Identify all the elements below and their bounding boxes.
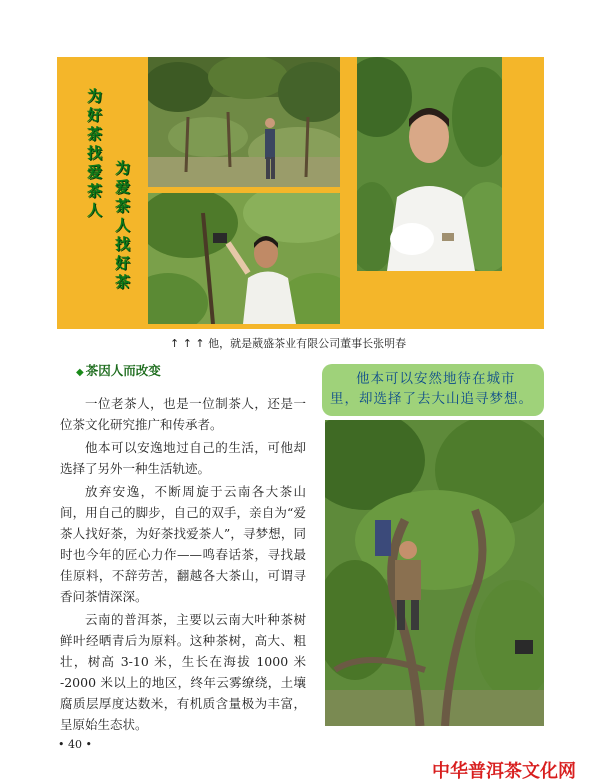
photo-climbing-tea-tree [325,420,544,726]
section-heading [76,361,161,379]
section-heading-text: 茶因人而改变 [85,363,161,378]
callout-line-2: 里，却选择了去大山追寻梦想。 [330,391,533,407]
paragraph: 他本可以安逸地过自己的生活，可他却选择了另外一种生活轨迹。 [60,440,306,476]
slogan-right: 为爱茶人找好茶 [113,160,131,293]
paragraph: 放弃安逸，不断周旋于云南各大茶山间，用自己的脚步，自己的双手，亲自为“爱茶人找好茶，为好茶找爱茶人”，寻梦想，同时也今年的匠心力作——鸣春话茶，寻找最佳原料，不辞劳苦，翻越各大茶山，可谓寻香问茶情深深。 [60,484,306,604]
page-number: • 40 • [58,738,92,751]
quote-callout [322,364,544,416]
article-body [60,393,306,737]
photo-caption: ↑ ↑ ↑ 他，就是葳盛茶业有限公司董事长张明春 [170,337,407,350]
photo-portrait-white-shirt [357,57,502,271]
photo-pruning-tea-tree [148,193,340,324]
diamond-bullet-icon: ◆ [76,367,84,378]
callout-line-1: 他本可以安然地待在城市 [356,371,516,387]
slogan-left: 为好茶找爱茶人 [85,88,103,221]
paragraph: 云南的普洱茶，主要以云南大叶种茶树鲜叶经晒青后为原料。这种茶树，高大、粗壮，树高 3-10 米，生长在海拔 1000 米 -2000 米以上的地区，终年云雾缭绕，土壤腐质层厚度达数米，有机质含量极为丰富，呈原始生态状。 [60,612,306,732]
photo-tea-garden-walk [148,57,340,187]
site-watermark: 中华普洱茶文化网 [432,761,576,782]
paragraph: 一位老茶人，也是一位制茶人，还是一位茶文化研究推广和传承者。 [60,396,306,432]
